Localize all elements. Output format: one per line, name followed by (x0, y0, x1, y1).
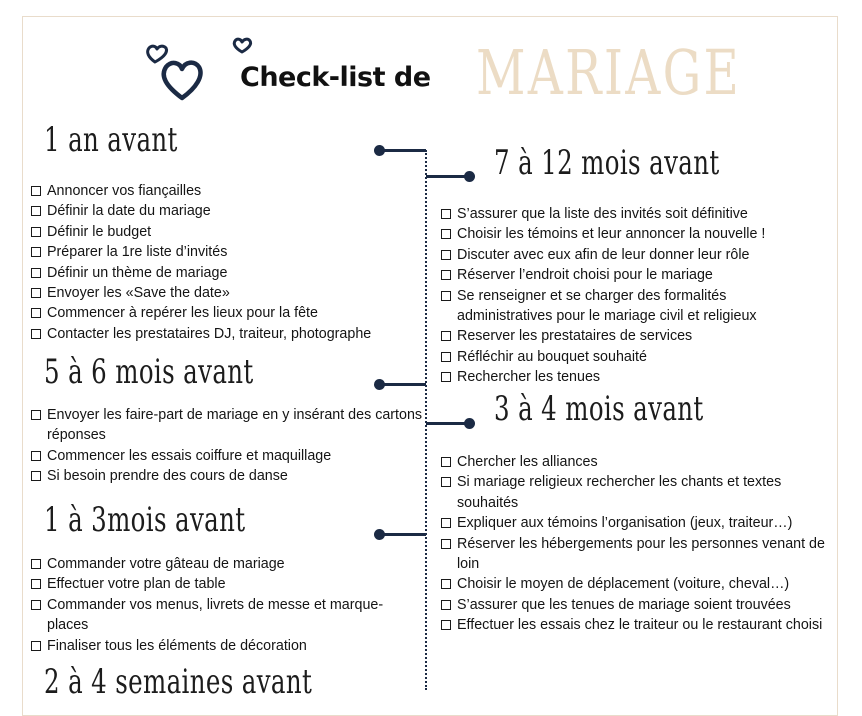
checklist-item[interactable]: Effectuer votre plan de table (30, 574, 400, 594)
checkbox-icon[interactable] (31, 451, 41, 461)
checklist-item[interactable]: Si besoin prendre des cours de danse (30, 466, 425, 486)
checklist-item[interactable]: Définir un thème de mariage (30, 263, 430, 283)
checkbox-icon[interactable] (441, 600, 451, 610)
checkbox-icon[interactable] (441, 229, 451, 239)
checkbox-icon[interactable] (441, 579, 451, 589)
checklist-1-3-mois (30, 554, 400, 656)
timeline-connector (384, 149, 426, 152)
checklist-item[interactable]: Réfléchir au bouquet souhaité (440, 347, 825, 367)
checkbox-icon[interactable] (441, 270, 451, 280)
checkbox-icon[interactable] (31, 268, 41, 278)
checkbox-icon[interactable] (31, 600, 41, 610)
checkbox-icon[interactable] (31, 288, 41, 298)
timeline-connector (426, 175, 468, 178)
checklist-item[interactable]: Préparer la 1re liste d’invités (30, 242, 430, 262)
checklist-item[interactable]: Annoncer vos fiançailles (30, 181, 430, 201)
timeline-connector (384, 533, 426, 536)
checkbox-icon[interactable] (31, 579, 41, 589)
timeline-connector (426, 422, 468, 425)
timeline-connector (384, 383, 426, 386)
title-accent: MARIAGE (476, 36, 742, 109)
checklist-item[interactable]: Se renseigner et se charger des formalités administratives pour le mariage civil et religieux (440, 286, 825, 327)
checklist-item[interactable]: Finaliser tous les éléments de décoration (30, 636, 400, 656)
section-heading-3-4-mois: 3 à 4 mois avant (494, 389, 704, 429)
checkbox-icon[interactable] (441, 209, 451, 219)
checklist-item[interactable]: Définir la date du mariage (30, 201, 430, 221)
checkbox-icon[interactable] (31, 308, 41, 318)
checklist-5-6-mois (30, 405, 425, 487)
checkbox-icon[interactable] (31, 206, 41, 216)
checklist-1-an (30, 181, 430, 344)
checklist-item[interactable]: Discuter avec eux afin de leur donner leur rôle (440, 245, 825, 265)
checkbox-icon[interactable] (31, 641, 41, 651)
checklist-3-4-mois (440, 452, 835, 636)
checkbox-icon[interactable] (441, 291, 451, 301)
timeline-dot (464, 171, 475, 182)
checklist-item[interactable]: Envoyer les faire-part de mariage en y insérant des cartons réponses (30, 405, 425, 446)
hearts-icon (142, 36, 254, 104)
checklist-item[interactable]: Choisir le moyen de déplacement (voiture, cheval…) (440, 574, 835, 594)
checklist-item[interactable]: S’assurer que la liste des invités soit définitive (440, 204, 825, 224)
checklist-item[interactable]: Choisir les témoins et leur annoncer la nouvelle ! (440, 224, 825, 244)
checklist-item[interactable]: Commander votre gâteau de mariage (30, 554, 400, 574)
checkbox-icon[interactable] (31, 559, 41, 569)
section-heading-5-6-mois: 5 à 6 mois avant (44, 352, 254, 392)
title-main: Check-list de (240, 62, 431, 93)
checkbox-icon[interactable] (441, 477, 451, 487)
checkbox-icon[interactable] (31, 329, 41, 339)
checklist-item[interactable]: Réserver les hébergements pour les personnes venant de loin (440, 534, 835, 575)
checkbox-icon[interactable] (31, 186, 41, 196)
checklist-item[interactable]: Contacter les prestataires DJ, traiteur, photographe (30, 324, 430, 344)
checklist-item[interactable]: Définir le budget (30, 222, 430, 242)
checklist-item[interactable]: Rechercher les tenues (440, 367, 825, 387)
checklist-item[interactable]: Effectuer les essais chez le traiteur ou le restaurant choisi (440, 615, 835, 635)
checklist-7-12-mois (440, 204, 825, 388)
checkbox-icon[interactable] (441, 539, 451, 549)
section-heading-7-12-mois: 7 à 12 mois avant (494, 143, 720, 183)
checklist-item[interactable]: Envoyer les «Save the date» (30, 283, 430, 303)
checkbox-icon[interactable] (441, 620, 451, 630)
timeline-dot (464, 418, 475, 429)
checkbox-icon[interactable] (31, 227, 41, 237)
checkbox-icon[interactable] (31, 471, 41, 481)
checklist-item[interactable]: Réserver l’endroit choisi pour le mariage (440, 265, 825, 285)
section-heading-2-4-semaines: 2 à 4 semaines avant (44, 662, 313, 702)
checklist-item[interactable]: Si mariage religieux rechercher les chants et textes souhaités (440, 472, 835, 513)
checklist-item[interactable]: S’assurer que les tenues de mariage soient trouvées (440, 595, 835, 615)
section-heading-1-3-mois: 1 à 3mois avant (44, 500, 246, 540)
checklist-item[interactable]: Expliquer aux témoins l’organisation (jeux, traiteur…) (440, 513, 835, 533)
section-heading-1-an: 1 an avant (44, 120, 178, 160)
checklist-item[interactable]: Reserver les prestataires de services (440, 326, 825, 346)
checklist-item[interactable]: Commencer à repérer les lieux pour la fête (30, 303, 430, 323)
checkbox-icon[interactable] (441, 331, 451, 341)
checkbox-icon[interactable] (441, 250, 451, 260)
checkbox-icon[interactable] (31, 410, 41, 420)
checklist-item[interactable]: Commander vos menus, livrets de messe et marque-places (30, 595, 400, 636)
checkbox-icon[interactable] (441, 352, 451, 362)
checkbox-icon[interactable] (441, 372, 451, 382)
checklist-item[interactable]: Commencer les essais coiffure et maquillage (30, 446, 425, 466)
page-title (0, 30, 862, 120)
checkbox-icon[interactable] (31, 247, 41, 257)
checkbox-icon[interactable] (441, 457, 451, 467)
checklist-item[interactable]: Chercher les alliances (440, 452, 835, 472)
checkbox-icon[interactable] (441, 518, 451, 528)
